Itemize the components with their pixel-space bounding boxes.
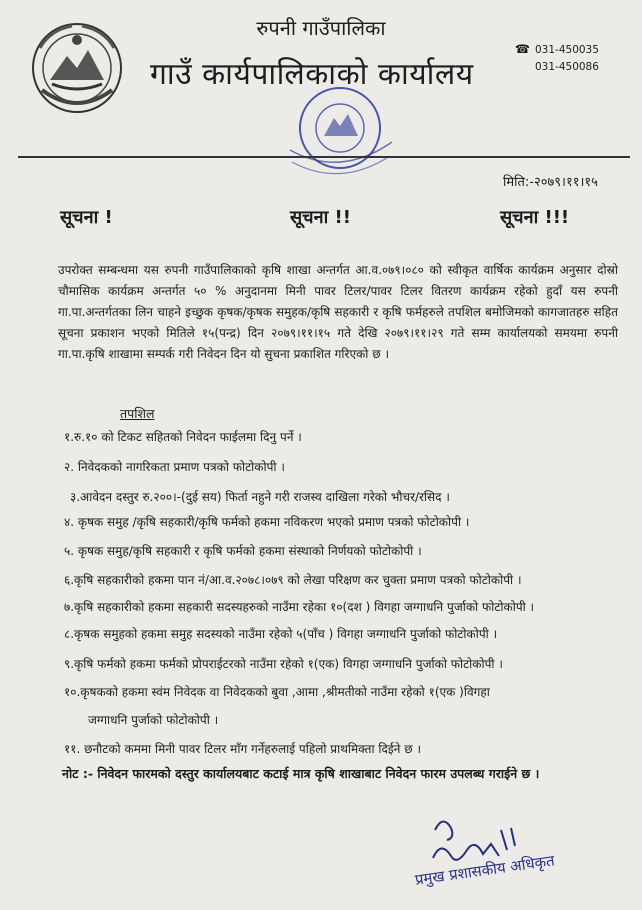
- list-item: ३.आवेदन दस्तुर रु.२००।-(दुई सय) फिर्ता नहुने गरी राजस्व दाखिला गरेको भौचर/रसिद ।: [70, 490, 450, 504]
- notice-heading-1: सूचना !: [60, 207, 113, 228]
- list-item: ४. कृषक समुह /कृषि सहकारी/कृषि फर्मको हकमा नविकरण भएको प्रमाण पत्रको फोटोकोपी ।: [64, 515, 470, 529]
- note-text: नोट :- निवेदन फारमको दस्तुर कार्यालयबाट कटाई मात्र कृषि शाखाबाट निवेदन फारम उपलब्ध गराईने छ ।: [62, 766, 540, 781]
- list-item: २. निवेदकको नागरिकता प्रमाण पत्रको फोटोकोपी ।: [64, 460, 285, 474]
- list-item: ७.कृषि सहकारीको हकमा सहकारी सदस्यहरुको नाउँमा रहेका १०(दश ) विगहा जग्गाधनि पुर्जाको फोटोकोपी ।: [64, 600, 535, 614]
- list-item: ५. कृषक समुह/कृषि सहकारी र कृषि फर्मको हकमा संस्थाको निर्णयको फोटोकोपी ।: [64, 544, 422, 558]
- phone-number-1: 031-450035: [535, 44, 599, 56]
- document-date: मिति:-२०७९।११।१५: [503, 175, 598, 190]
- phone-numbers: [515, 42, 599, 76]
- list-item: ८.कृषक समुहको हकमा समुह सदस्यको नाउँमा रहेको ५(पाँच ) विगहा जग्गाधनि पुर्जाको फोटोकोपी ।: [64, 627, 498, 641]
- list-item: १.रु.१० को टिकट सहितको निवेदन फाईलमा दिनु पर्ने ।: [64, 430, 302, 444]
- office-title: गाउँ कार्यपालिकाको कार्यालय: [150, 57, 474, 92]
- notice-heading-2: सूचना !!: [290, 207, 351, 228]
- list-item: १०.कृषकको हकमा स्वंम निवेदक वा निवेदकको बुवा ,आमा ,श्रीमतीको नाउँमा रहेको १(एक )विगहा: [64, 685, 490, 699]
- list-item: ११. छनौटको कममा मिनी पावर टिलर माँग गर्नेहरुलाई पहिलो प्राथमिक्ता दिईने छ ।: [64, 742, 421, 756]
- header-divider: [18, 156, 630, 158]
- list-item: ९.कृषि फर्मको हकमा फर्मको प्रोपराईटरको नाउँमा रहेको १(एक) विगहा जग्गाधनि पुर्जाको फोटोकोपी ।: [64, 657, 503, 671]
- phone-number-2: 031-450086: [535, 61, 599, 73]
- notice-body: उपरोक्त सम्बन्धमा यस रुपनी गाउँपालिकाको कृषि शाखा अन्तर्गत आ.व.०७९।०८० को स्वीकृत वार्षिक कार्यक्रम अनुसार दोस्रो चौमासिक कार्यक्रम अन्तर्गत ५० % अनुदानमा मिनी पावर टिलर/पावर टिलर वितरण कार्यक्रम रहेको हुदाँ यस रुपनी गा.पा.अन्तर्गतका लिन चाहने इच्छुक कृषक/कृषक समुहक/कृषि सहकारी र कृषि फर्महरुले तपशिल बमोजिमको कागजातहरु सहित सूचना प्रकाशन भएको मितिले १५(पन्द्र) दिन २०७९।११।१५ गते देखि २०७९।११।२९ गते सम्म कार्यालयको समयमा रुपनी गा.पा.कृषि शाखामा सम्पर्क गरी निवेदन दिन यो सुचना प्रकाशित गरिएको छ ।: [58, 263, 618, 361]
- details-heading: तपशिल: [120, 406, 155, 421]
- list-item: जग्गाधनि पुर्जाको फोटोकोपी ।: [88, 713, 219, 727]
- telephone-icon: ☎: [515, 42, 530, 56]
- municipality-name: रुपनी गाउँपालिका: [256, 16, 386, 40]
- list-item: ६.कृषि सहकारीको हकमा पान नं/आ.व.२०७८।०७९ को लेखा परिक्षण कर चुक्ता प्रमाण पत्रको फोटोकोपी ।: [64, 573, 522, 587]
- signatory-title: प्रमुख प्रशासकीय अधिकृत: [413, 851, 556, 889]
- official-stamp: [280, 78, 400, 190]
- notice-heading-3: सूचना !!!: [500, 207, 570, 228]
